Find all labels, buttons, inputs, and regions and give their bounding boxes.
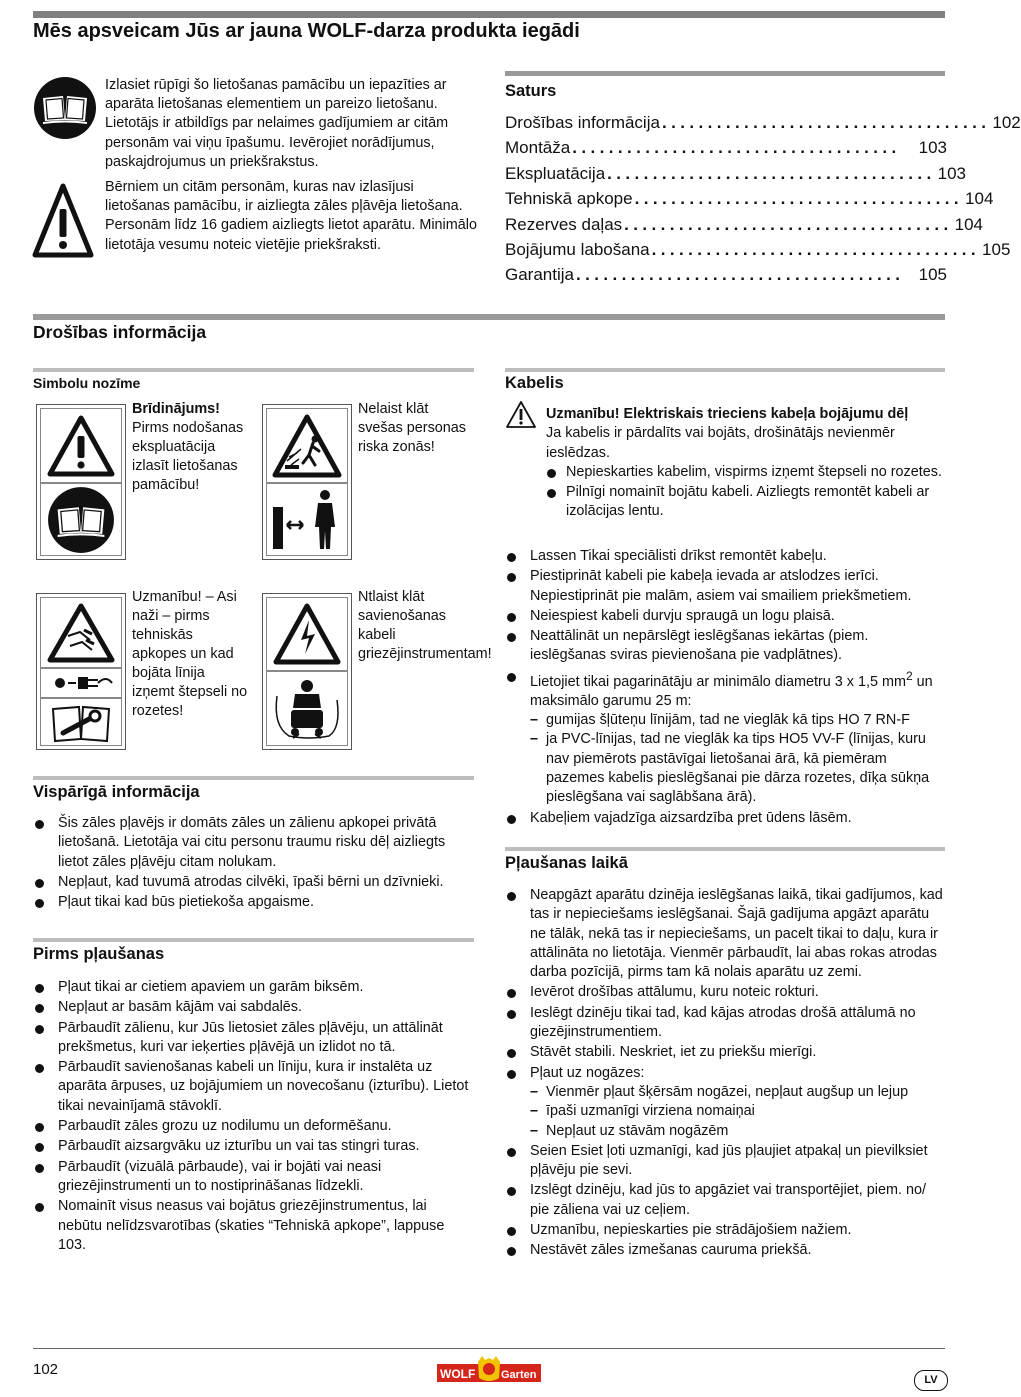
cable-warning-text: Ja kabelis ir pārdalīts vai bojāts, drošinātājs nevienmēr ieslēdzas.	[546, 425, 895, 461]
toc-item-label: Rezerves daļas	[505, 214, 623, 234]
before-mowing-title: Pirms pļaušanas	[33, 945, 165, 963]
cable-diameter-text-end: un maksimālo garumu 25 m:	[530, 673, 933, 709]
warning-triangle-icon	[32, 183, 94, 261]
list-item: Pārbaudīt savienošanas kabeli un līniju, kura ir instalēta uz aparāta ārpuses, uz bojājumiem un novecošanu (izturību). Lietot tikai nevainījamā stāvoklī.	[33, 1058, 474, 1116]
general-info-title: Vispārīgā informācija	[33, 783, 200, 801]
toc-leader: ....................................	[624, 214, 953, 234]
toc-item-label: Drošības informācija	[505, 113, 660, 132]
toc-item[interactable]	[505, 214, 983, 240]
symbol-warning-body: Pirms nodošanas ekspluatācija izlasīt lietošanas pamācību!	[132, 420, 244, 493]
toc-item[interactable]	[505, 265, 947, 290]
list-item: Uzmanību, nepieskarties pie strādājošiem nažiem.	[505, 1221, 947, 1240]
slope-label: Pļaut uz nogāzes:	[530, 1064, 645, 1081]
page-title: Mēs apsveicam Jūs ar jauna WOLF-darza produkta iegādi	[33, 20, 580, 42]
intro-read-manual-text: Izlasiet rūpīgi šo lietošanas pamācību un iepazīties ar aparāta lietošanas elementiem un pareizo lietošanu. Lietotājs ir atbildīgs par nelaimes gadījumiem ar citām personām vai viņu īpašumu. Ievērojiet norādījumus, paskajdrojumus un priekšrakstus.	[105, 77, 449, 170]
list-item: Nepļaut, kad tuvumā atrodas cilvēki, īpaši bērni un dzīvnieki.	[33, 873, 474, 892]
toc-item-page: 104	[954, 214, 983, 234]
toc-item-page: 103	[937, 163, 966, 183]
list-item: Pārbaudīt aizsargvāku uz izturību un vai tas stingri turas.	[33, 1137, 474, 1156]
symbol-warning-read-manual	[36, 404, 126, 560]
toc-item[interactable]	[505, 239, 1011, 265]
list-item: Nepieskarties kabelim, vispirms izņemt štepseli no rozetes.	[546, 463, 945, 482]
list-item: Pārbaudīt (vizuālā pārbaude), vai ir bojāti vai neasi griezējinstrumenti un to nostiprināšanas līdzekli.	[33, 1158, 474, 1197]
list-item: Kabeļiem vajadzīga aizsardzība pret ūdens lāsēm.	[505, 809, 947, 828]
list-item: Pļaut tikai kad būs pietiekoša apgaisme.	[33, 893, 474, 912]
toc-item-label: Bojājumu labošana	[505, 239, 650, 259]
toc-item[interactable]	[505, 138, 947, 163]
book-manual-icon	[33, 76, 97, 140]
symbol-caution-blades-text: Uzmanību! – Asi naži – pirms tehniskās apkopes un kad bojāta līnija izņemt štepseli no rozetes!	[132, 589, 248, 719]
list-item: Stāvēt stabili. Neskriet, iet zu priekšu mierīgi.	[505, 1043, 947, 1062]
cable-type-sublist	[530, 711, 947, 807]
toc-item-page: 102	[992, 113, 1021, 132]
unplug-icon	[46, 672, 116, 694]
logo-left-text: WOLF	[440, 1367, 476, 1381]
top-rule	[33, 11, 945, 18]
symbol-caution-blades	[36, 593, 126, 750]
debris-warning-icon	[271, 413, 343, 479]
toc-item-label: Montāža	[505, 138, 571, 158]
list-item: Piestiprināt kabeli pie kabeļa ievada ar atslodzes ierīci. Nepiestiprināt pie malām, asiem vai smailiem priekšmetiem.	[505, 567, 947, 606]
cable-warning-sublist	[546, 463, 945, 522]
list-item: – īpaši uzmanīgi virziena nomaiņai	[530, 1102, 947, 1121]
list-item: Neiespiest kabeli durvju spraugā un logu plaisā.	[505, 607, 947, 626]
list-item: Nestāvēt zāles izmešanas cauruma priekšā.	[505, 1241, 947, 1260]
list-item: – ja PVC-līnijas, tad ne vieglāk ka tips HO5 VV-F (līnijas, kuru nav piemērots pastāvīgai lietošanai ārā, kā piemēram pazemes kabelis pieslēgšanai pie dārza rozetes, dīķa sūkņa pieslēgšana vai saglābšana ārā).	[530, 730, 947, 807]
toc-item-page: 104	[965, 189, 994, 209]
blade-warning-icon	[46, 602, 116, 664]
list-item: – Vienmēr pļaut šķērsām nogāzei, nepļaut augšup un lejup	[530, 1083, 947, 1102]
toc-leader: ....................................	[661, 113, 991, 132]
list-item: Ievērot drošības attālumu, kuru noteic rokturi.	[505, 983, 947, 1002]
list-item: – gumijas šļūteņu līnijām, tad ne vieglāk kā tips HO 7 RN-F	[530, 711, 947, 730]
list-item: Nomainīt visus neasus vai bojātus griezējinstrumentus, lai nebūtu nelīdzsvarotības (skaties “Tehniskā apkope”, lappuse 103.	[33, 1197, 474, 1255]
list-item: Izslēgt dzinēju, kad jūs to apgāziet vai transportējiet, piem. no/ pie zāliena vai uz ceļiem.	[505, 1181, 947, 1220]
section-title-safety: Drošības informācija	[33, 322, 207, 342]
list-item: Parbaudīt zāles grozu uz nodilumu un deformēšanu.	[33, 1117, 474, 1136]
toc-leader: ....................................	[607, 163, 936, 183]
general-info-list	[33, 814, 474, 913]
symbol-warning-text	[132, 400, 250, 495]
column-rule	[505, 847, 945, 851]
symbol-keep-away-text: Nelaist klāt svešas personas riska zonās!	[358, 401, 466, 455]
book-manual-icon	[47, 486, 115, 554]
symbol-warning-bold: Brīdinājums!	[132, 401, 220, 417]
toc-item-label: Tehniskā apkope	[505, 189, 633, 209]
list-item: Seien Esiet ļoti uzmanīgi, kad jūs pļaujiet atpakaļ un pievilksiet pļāvēju pie sevi.	[505, 1142, 947, 1181]
footer-rule	[33, 1348, 945, 1349]
table-of-contents	[505, 113, 1021, 291]
list-item: Ieslēgt dzinēju tikai tad, kad kājas atrodas drošā attālumā no giezējinstrumentiem.	[505, 1004, 947, 1043]
list-item: Neattālināt un nepārslēgt ieslēgšanas iekārtas (piem. ieslēgšanas sviras pievienošana pie vadplātnes).	[505, 627, 947, 666]
cable-diameter-sup: 2	[905, 668, 913, 683]
cable-warning	[505, 405, 945, 523]
saturs-title: Saturs	[505, 82, 557, 100]
electric-hazard-icon	[272, 602, 342, 666]
during-mowing-title: Pļaušanas laikā	[505, 854, 628, 872]
logo-right-text: Garten	[501, 1369, 537, 1381]
toc-item[interactable]	[505, 163, 966, 189]
symbols-title: Simbolu nozīme	[33, 375, 141, 391]
toc-item-page: 105	[982, 239, 1011, 259]
column-rule	[505, 368, 945, 372]
toc-leader: ....................................	[572, 138, 901, 158]
column-rule	[33, 368, 474, 372]
before-mowing-list	[33, 978, 474, 1256]
language-badge: LV	[914, 1370, 948, 1391]
toc-item[interactable]	[505, 189, 994, 214]
symbol-keep-away	[262, 404, 352, 560]
wolf-garten-logo	[437, 1356, 541, 1384]
list-item	[505, 667, 947, 808]
cable-warning-title: Uzmanību! Elektriskais trieciens kabeļa bojājumu dēļ	[546, 406, 909, 422]
toc-item-page: 103	[918, 138, 947, 158]
list-item: – Nepļaut uz stāvām nogāzēm	[530, 1122, 947, 1141]
page-number: 102	[33, 1361, 59, 1378]
toc-leader: ....................................	[634, 189, 964, 209]
person-distance-icon	[269, 487, 345, 553]
toc-item[interactable]	[505, 113, 1021, 138]
toc-leader: ....................................	[575, 265, 905, 285]
symbol-cable-blade	[262, 593, 352, 750]
saturs-rule	[505, 71, 945, 76]
list-item: Pilnīgi nomainīt bojātu kabeli. Aizliegts remontēt kabeli ar izolācijas lentu.	[546, 483, 945, 522]
section-rule	[33, 314, 945, 320]
toc-item-label: Garantija	[505, 265, 574, 285]
list-item: Neapgāzt aparātu dzinēja ieslēgšanas laikā, tikai gadījumos, kad tas ir nepieciešams ieslēgšanai. Šajā gadījuma apgāzt aparātu ne tālāk, nekā tas ir nepieciešams, un pacelt tikai to daļu, kura ir attālināta no lietotāja. Vienmēr pārbaudīt, lai abas rokas atrodas darba pozīcijā, pirms tam kā nolais aparātu uz zemi.	[505, 886, 947, 982]
list-item: Lassen Tikai speciālisti drīkst remontēt kabeļu.	[505, 547, 947, 566]
intro-children-warning-text: Bērniem un citām personām, kuras nav izlasījusi lietošanas pamācību, ir aizliegta zāles pļāvēja lietošana. Personām līdz 16 gadiem aizliegts lietot aparātu. Minimālo lietotāja vesumu noteic vietējie priekšraksti.	[105, 179, 477, 253]
cable-diameter-text: Lietojiet tikai pagarinātāju ar minimālo diametru 3 x 1,5 mm	[530, 673, 906, 690]
list-item: Nepļaut ar basām kājām vai sabdalēs.	[33, 998, 474, 1017]
mower-cable-icon	[269, 676, 345, 742]
toc-leader: ....................................	[651, 239, 981, 259]
slope-sublist	[530, 1083, 947, 1141]
toc-item-label: Ekspluatācija	[505, 163, 606, 183]
warning-triangle-icon	[505, 400, 537, 430]
list-item	[505, 1064, 947, 1141]
symbol-cable-blade-text: Ntlaist klāt savienošanas kabeli griezējinstrumentam!	[358, 589, 492, 662]
warning-triangle-icon	[46, 414, 116, 478]
list-item: Pārbaudīt zālienu, kur Jūs lietosiet zāles pļāvēju, un attālināt prekšmetus, kuri var ieķerties pļāvējā un izlidot no tā.	[33, 1019, 474, 1058]
list-item: Šis zāles pļavējs ir domāts zāles un zālienu apkopei privātā lietošanā. Lietotāja vai citu personu traumu risku dēļ aizliegts lietot zāles pļāvēju citam nolukam.	[33, 814, 474, 872]
toc-item-page: 105	[918, 265, 947, 285]
cable-title: Kabelis	[505, 374, 564, 392]
wrench-manual-icon	[49, 701, 113, 743]
during-mowing-list	[505, 886, 947, 1262]
cable-list	[505, 547, 947, 829]
column-rule	[33, 938, 474, 942]
list-item: Pļaut tikai ar cietiem apaviem un garām biksēm.	[33, 978, 474, 997]
column-rule	[33, 776, 474, 780]
